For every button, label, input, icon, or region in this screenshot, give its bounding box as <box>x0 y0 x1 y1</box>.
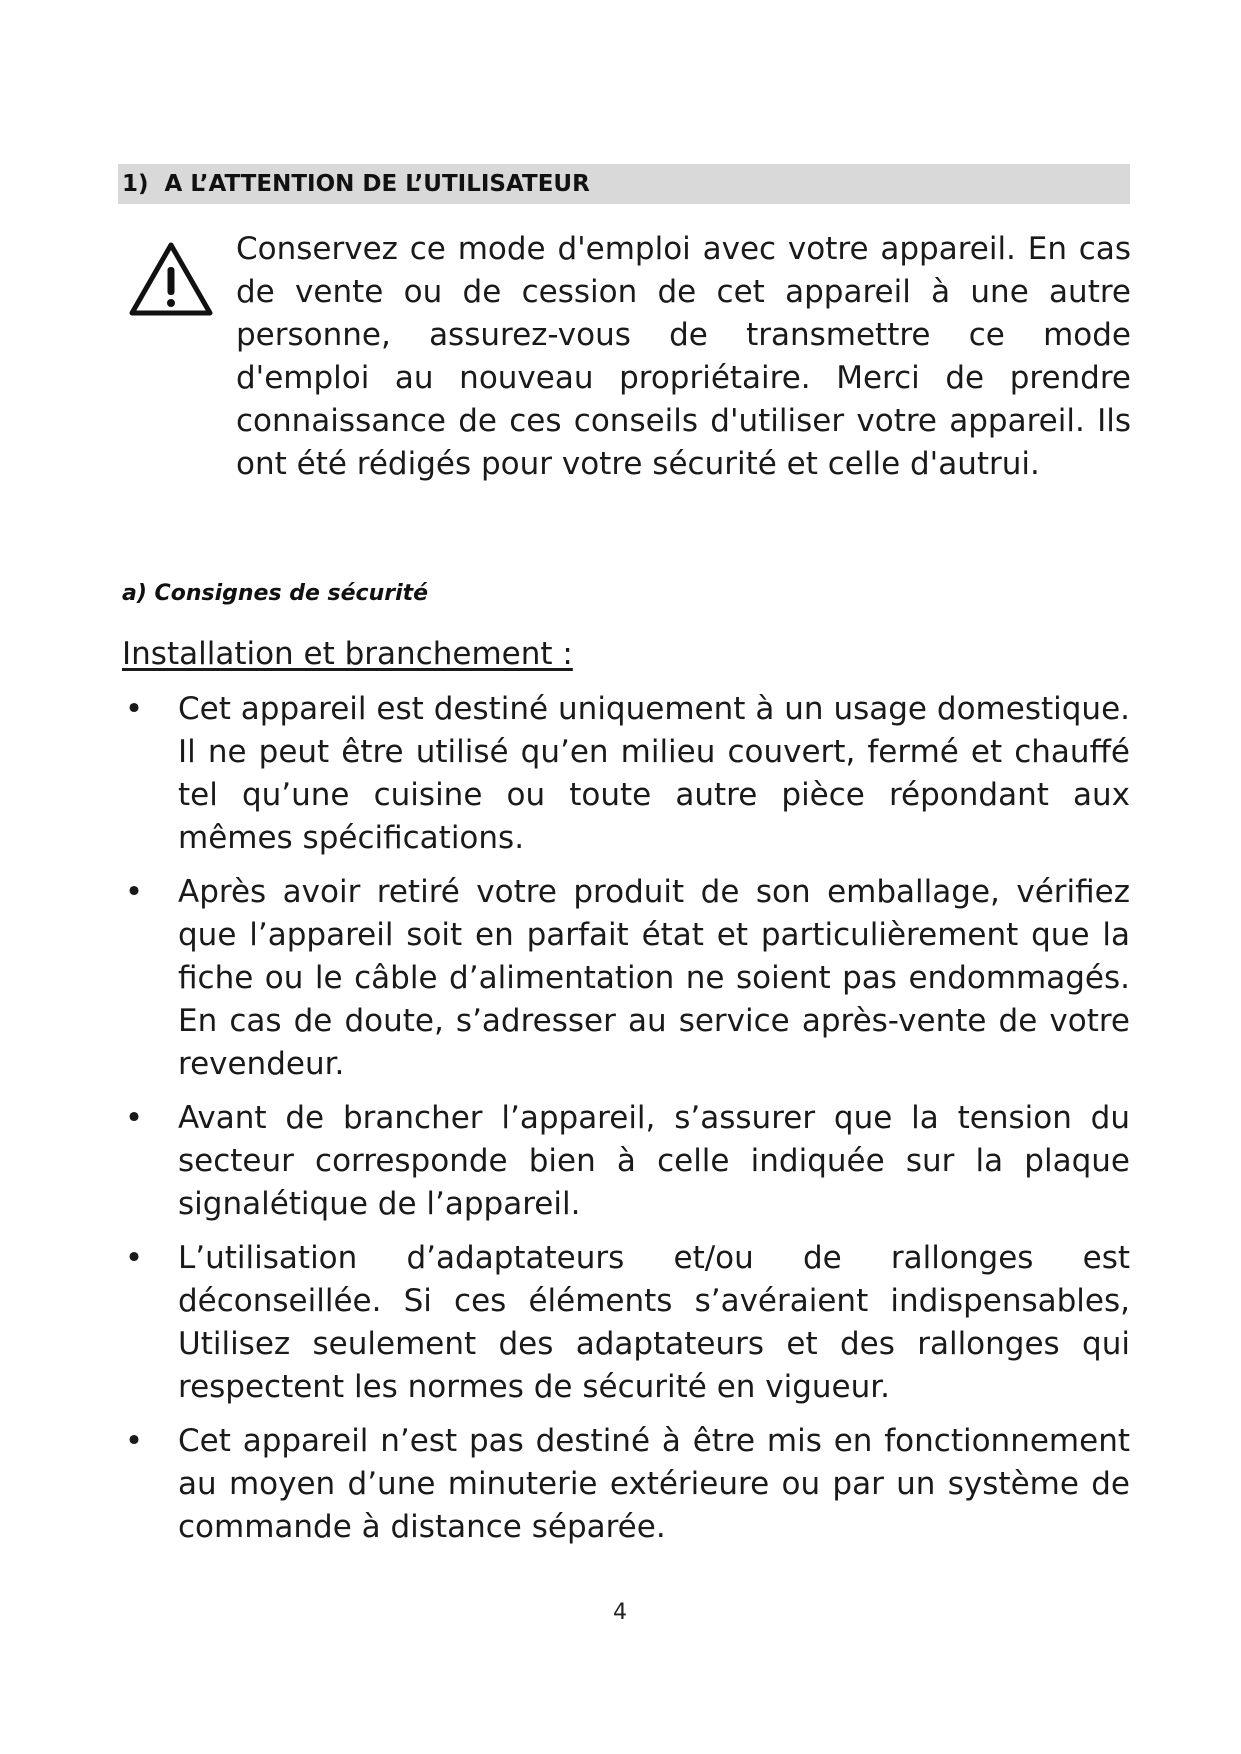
list-item-text: Avant de brancher l’appareil, s’assurer que la tension du secteur corresponde bien à celle indiquée sur la plaque signalétique de l’appareil. <box>178 1100 1130 1222</box>
page-number: 4 <box>613 1600 627 1625</box>
list-item <box>118 871 1130 1086</box>
bullet-icon: • <box>124 1100 144 1136</box>
safety-instructions-list <box>118 688 1130 1560</box>
list-item-text: Cet appareil n’est pas destiné à être mis en fonctionnement au moyen d’une minuterie extérieure ou par un système de commande à distance séparée. <box>178 1423 1130 1545</box>
bullet-icon: • <box>124 691 144 727</box>
list-item <box>118 1097 1130 1226</box>
warning-paragraph: Conservez ce mode d'emploi avec votre appareil. En cas de vente ou de cession de cet appareil à une autre personne, assurez-vous de transmettre ce mode d'emploi au nouveau propriétaire. Merci de prendre connaissance de ces conseils d'utiliser votre appareil. Ils ont été rédigés pour votre sécurité et celle d'autrui. <box>236 231 1131 482</box>
subsection-title: a) Consignes de sécurité <box>122 581 429 606</box>
installation-heading: Installation et branchement : <box>122 636 573 672</box>
section-title: A L’ATTENTION DE L’UTILISATEUR <box>164 171 590 197</box>
section-header <box>118 164 1130 204</box>
list-item-text: L’utilisation d’adaptateurs et/ou de rallonges est déconseillée. Si ces éléments s’avéraient indispensables, Utilisez seulement des adaptateurs et des rallonges qui respectent les normes de sécurité en vigueur. <box>178 1240 1130 1405</box>
list-item <box>118 688 1130 860</box>
bullet-icon: • <box>124 874 144 910</box>
bullet-icon: • <box>124 1240 144 1276</box>
list-item-text: Après avoir retiré votre produit de son emballage, vérifiez que l’appareil soit en parfait état et particulièrement que la fiche ou le câble d’alimentation ne soient pas endommagés. En cas de doute, s’adresser au service après-vente de votre revendeur. <box>178 874 1130 1082</box>
list-item <box>118 1420 1130 1549</box>
warning-triangle-icon <box>128 240 214 318</box>
warning-notice <box>236 228 1131 486</box>
bullet-icon: • <box>124 1423 144 1459</box>
list-item <box>118 1237 1130 1409</box>
list-item-text: Cet appareil est destiné uniquement à un usage domestique. Il ne peut être utilisé qu’en milieu couvert, fermé et chauffé tel qu’une cuisine ou toute autre pièce répondant aux mêmes spécifications. <box>178 691 1130 856</box>
section-number: 1) <box>122 171 149 197</box>
